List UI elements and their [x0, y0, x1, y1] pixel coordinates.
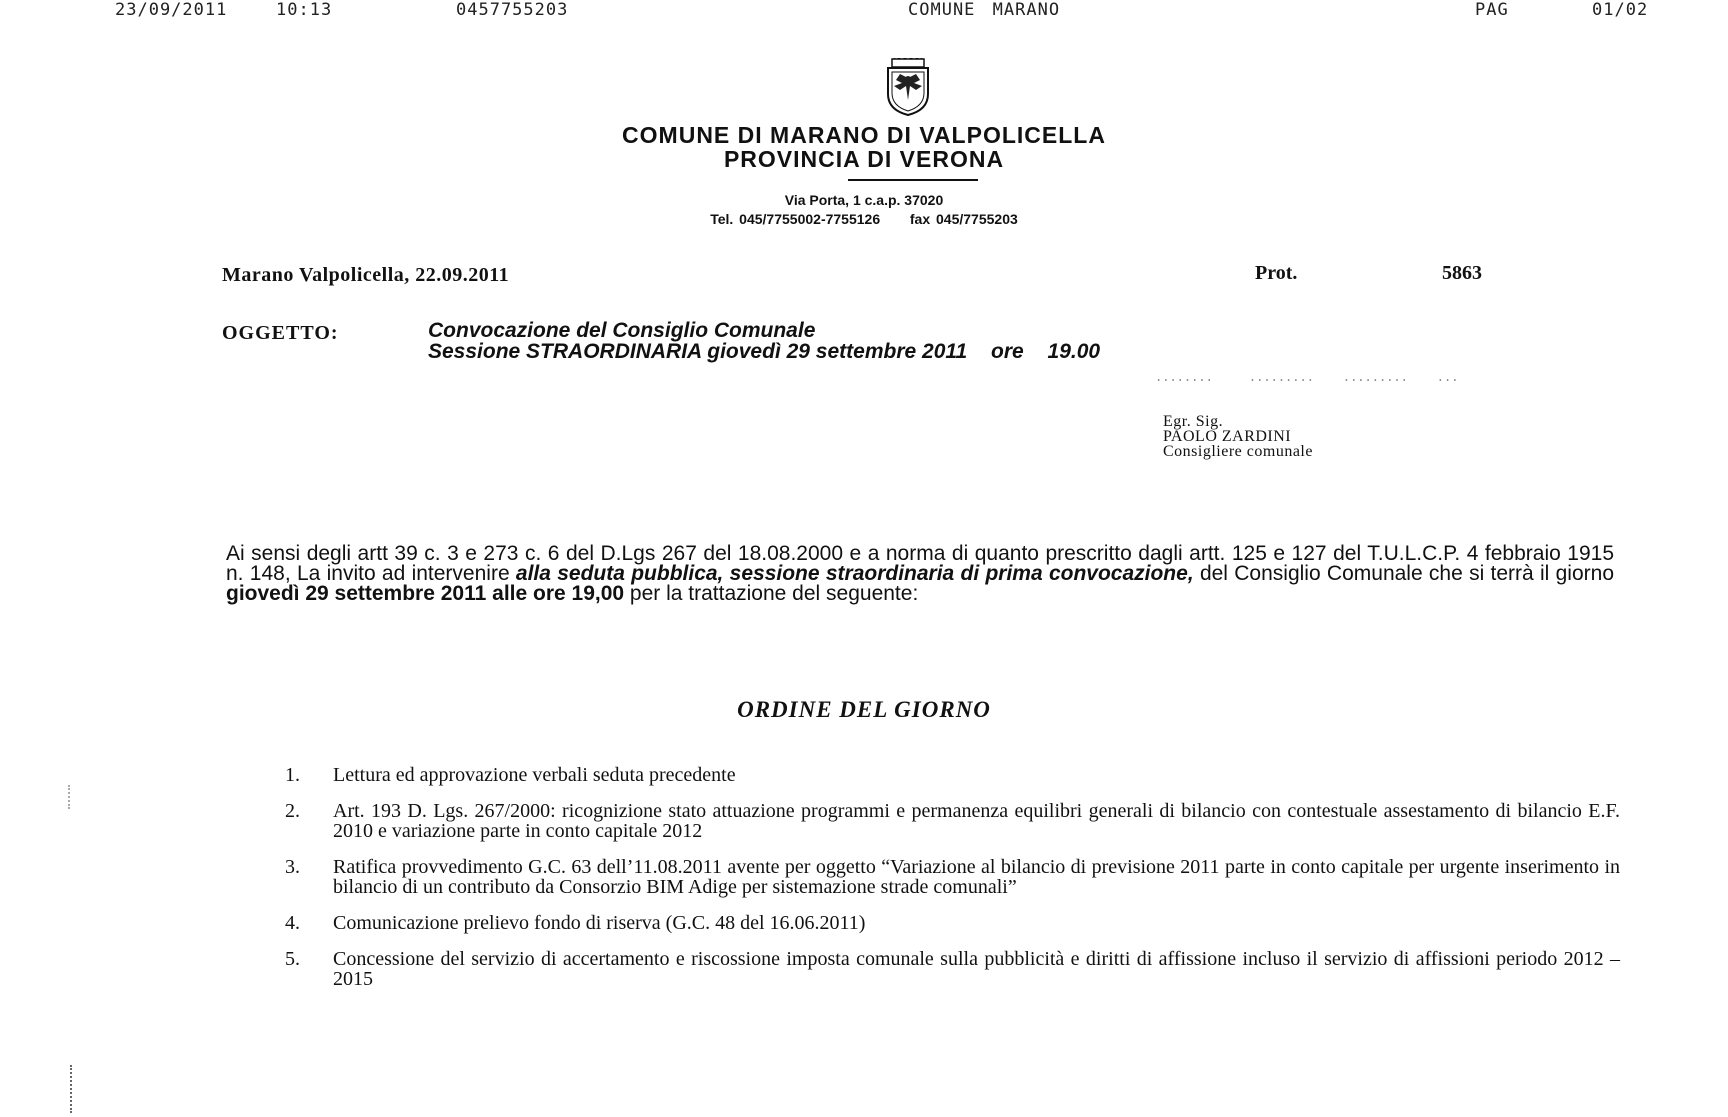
subject-time: 19.00: [1047, 340, 1101, 363]
fax-page-number: 01/02: [1592, 0, 1649, 20]
fax-contact: fax 045/7755203: [909, 211, 1018, 227]
subject-label: OGGETTO:: [222, 322, 339, 344]
fax-page-label: PAG: [1475, 0, 1509, 20]
municipality-name: COMUNE DI MARANO DI VALPOLICELLA: [622, 122, 1106, 148]
protocol-label: Prot.: [1255, 262, 1298, 284]
body-text-part: per la trattazione del seguente:: [624, 582, 919, 605]
fax-sender: COMUNE MARANO: [908, 0, 1061, 20]
agenda-item-number: 1.: [285, 764, 300, 786]
scan-dots: ........ ......... ......... ...: [1155, 370, 1459, 384]
body-emphasis-date: giovedì 29 settembre 2011 alle ore 19,00: [226, 582, 625, 605]
fax-time: 10:13: [276, 0, 333, 20]
letterhead-divider: [848, 179, 978, 181]
subject-time-label: ore: [991, 340, 1024, 363]
recipient-salutation: Egr. Sig.: [1163, 413, 1224, 430]
agenda-list: [285, 765, 1620, 1005]
agenda-item: [285, 801, 1620, 841]
agenda-item-text: Art. 193 D. Lgs. 267/2000: ricognizione stato attuazione programmi e permanenza equilibri generali di bilancio con contestuale assestamento di bilancio E.F. 2010 e variazione parte in conto capitale 2012: [333, 800, 1620, 842]
coat-of-arms-icon: [878, 58, 938, 116]
agenda-item-number: 4.: [285, 912, 300, 934]
address: Via Porta, 1 c.a.p. 37020: [784, 192, 944, 208]
contact-line: [0, 211, 1728, 227]
agenda-item-text: Concessione del servizio di accertamento e riscossione imposta comunale sulla pubblicità e diritti di affissione incluso il servizio di affissioni periodo 2012 – 2015: [333, 948, 1620, 990]
recipient-role: Consigliere comunale: [1163, 443, 1313, 460]
place-date: Marano Valpolicella, 22.09.2011: [222, 264, 510, 286]
province-name: PROVINCIA DI VERONA: [723, 146, 1005, 172]
subject-session: Sessione STRAORDINARIA giovedì 29 settembre 2011: [428, 340, 968, 363]
agenda-item-number: 3.: [285, 856, 300, 878]
fax-number: 0457755203: [456, 0, 569, 20]
agenda-title: ORDINE DEL GIORNO: [737, 697, 991, 722]
scan-margin-mark: [70, 1065, 74, 1113]
subject-line-2: [428, 341, 1100, 362]
agenda-item: [285, 765, 1620, 785]
protocol-number: 5863: [1442, 262, 1482, 284]
agenda-item-text: Lettura ed approvazione verbali seduta precedente: [333, 764, 736, 786]
recipient-block: [1163, 414, 1313, 459]
agenda-item-number: 2.: [285, 800, 300, 822]
phone-number: Tel. 045/7755002-7755126: [710, 211, 881, 227]
body-text-part: Ai sensi degli artt 39 c. 3 e 273 c. 6 del D.Lgs 267 del 18.08.2000 e a norma di quanto prescritto dagli artt. 125 e 127 del T.U.L.C.P. 4 febbraio 1915 n. 148, La invito ad intervenire: [226, 542, 1614, 585]
body-text-part: del Consiglio Comunale che si terrà il giorno: [1193, 562, 1615, 585]
agenda-item-text: Ratifica provvedimento G.C. 63 dell’11.08.2011 avente per oggetto “Variazione al bilancio di previsione 2011 parte in conto capitale per urgente inserimento in bilancio di un contributo da Consorzio BIM Adige per sistemazione strade comunali”: [333, 856, 1620, 898]
convocation-paragraph: [226, 544, 1614, 604]
scan-margin-mark: [68, 785, 72, 809]
agenda-item: [285, 857, 1620, 897]
agenda-item-text: Comunicazione prelievo fondo di riserva (G.C. 48 del 16.06.2011): [333, 912, 866, 934]
subject-line-1: Convocazione del Consiglio Comunale: [428, 319, 816, 342]
fax-date: 23/09/2011: [115, 0, 228, 20]
recipient-name: PAOLO ZARDINI: [1163, 428, 1292, 445]
agenda-item: [285, 913, 1620, 933]
agenda-item-number: 5.: [285, 948, 300, 970]
body-emphasis-session: alla seduta pubblica, sessione straordinaria di prima convocazione,: [515, 562, 1194, 585]
agenda-item: [285, 949, 1620, 989]
subject-text: [428, 320, 1100, 362]
